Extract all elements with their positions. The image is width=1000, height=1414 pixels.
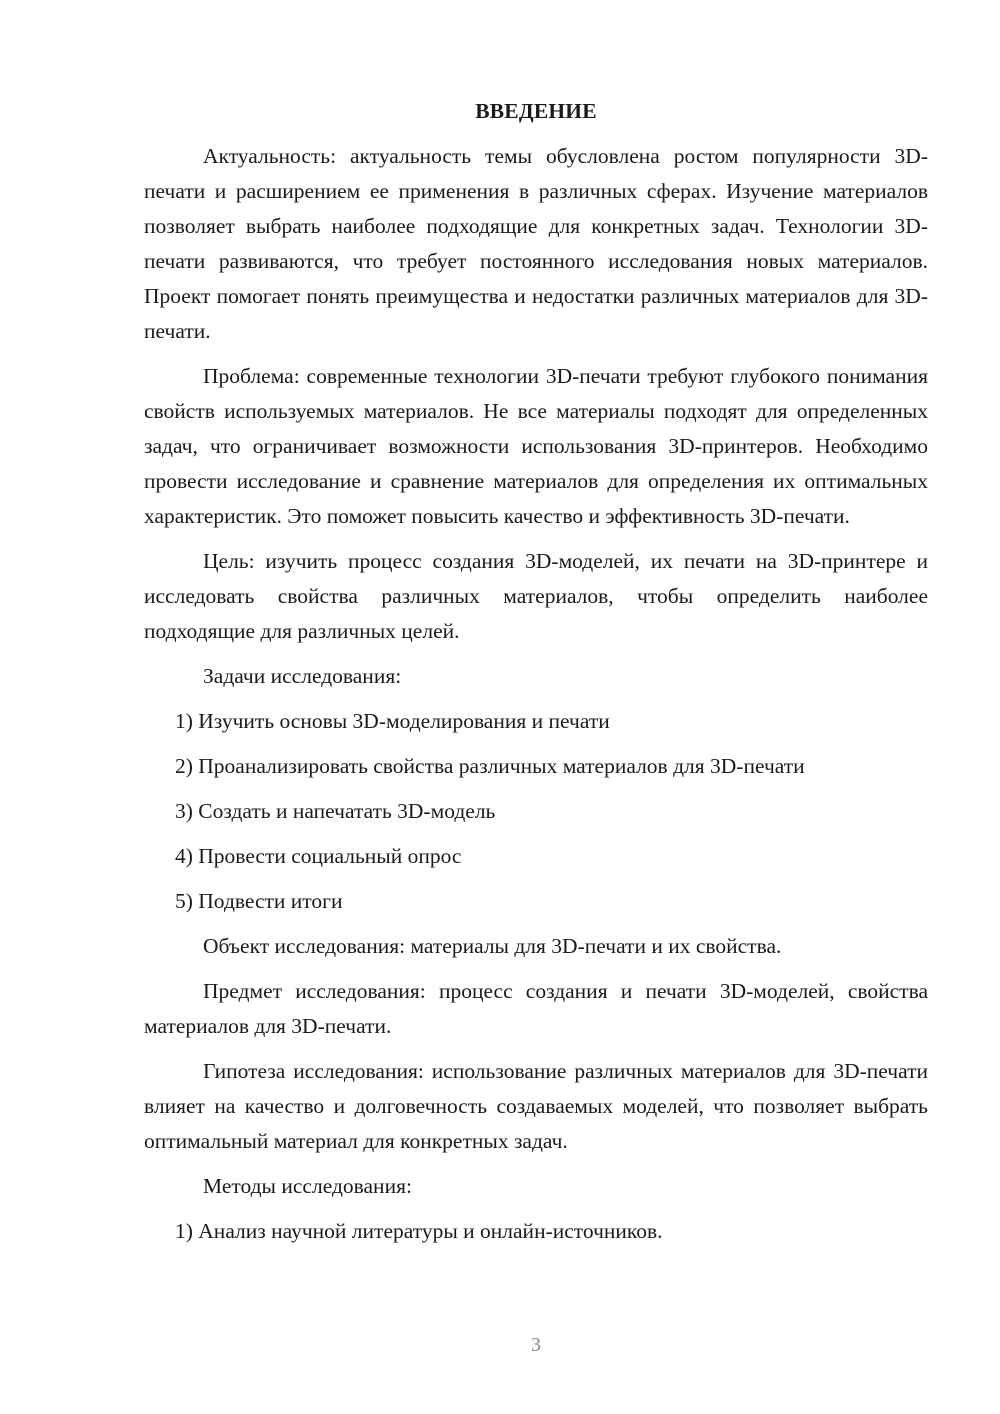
paragraph-hypothesis: Гипотеза исследования: использование различных материалов для 3D-печати влияет на качество и долговечность создаваемых моделей, что позволяет выбрать оптимальный материал для конкретных задач. [144, 1059, 928, 1153]
paragraph-relevance: Актуальность: актуальность темы обусловлена ростом популярности 3D-печати и расширением ее применения в различных сферах. Изучение материалов позволяет выбрать наиболее подходящие для конкретных задач. Технологии 3D-печати развиваются, что требует постоянного исследования новых материалов. Проект помогает понять преимущества и недостатки различных материалов для 3D-печати. [144, 144, 928, 343]
paragraph-goal: Цель: изучить процесс создания 3D-моделей, их печати на 3D-принтере и исследовать свойства различных материалов, чтобы определить наиболее подходящие для различных целей. [144, 549, 928, 643]
page-number: 3 [531, 1334, 541, 1356]
tasks-heading: Задачи исследования: [203, 664, 402, 688]
method-item: 1) Анализ научной литературы и онлайн-источников. [175, 1219, 663, 1243]
task-item: 4) Провести социальный опрос [175, 844, 462, 868]
page-content [144, 94, 928, 1259]
task-item: 5) Подвести итоги [175, 889, 343, 913]
task-item: 2) Проанализировать свойства различных материалов для 3D-печати [175, 754, 805, 778]
task-item: 1) Изучить основы 3D-моделирования и печати [175, 709, 610, 733]
paragraph-subject: Предмет исследования: процесс создания и печати 3D-моделей, свойства материалов для 3D-печати. [144, 979, 928, 1038]
paragraph-object: Объект исследования: материалы для 3D-печати и их свойства. [203, 934, 782, 958]
task-item: 3) Создать и напечатать 3D-модель [175, 799, 496, 823]
paragraph-problem: Проблема: современные технологии 3D-печати требуют глубокого понимания свойств используемых материалов. Не все материалы подходят для определенных задач, что ограничивает возможности использования 3D-принтеров. Необходимо провести исследование и сравнение материалов для определения их оптимальных характеристик. Это поможет повысить качество и эффективность 3D-печати. [144, 364, 928, 528]
methods-heading: Методы исследования: [203, 1174, 412, 1198]
section-title: ВВЕДЕНИЕ [475, 99, 597, 123]
